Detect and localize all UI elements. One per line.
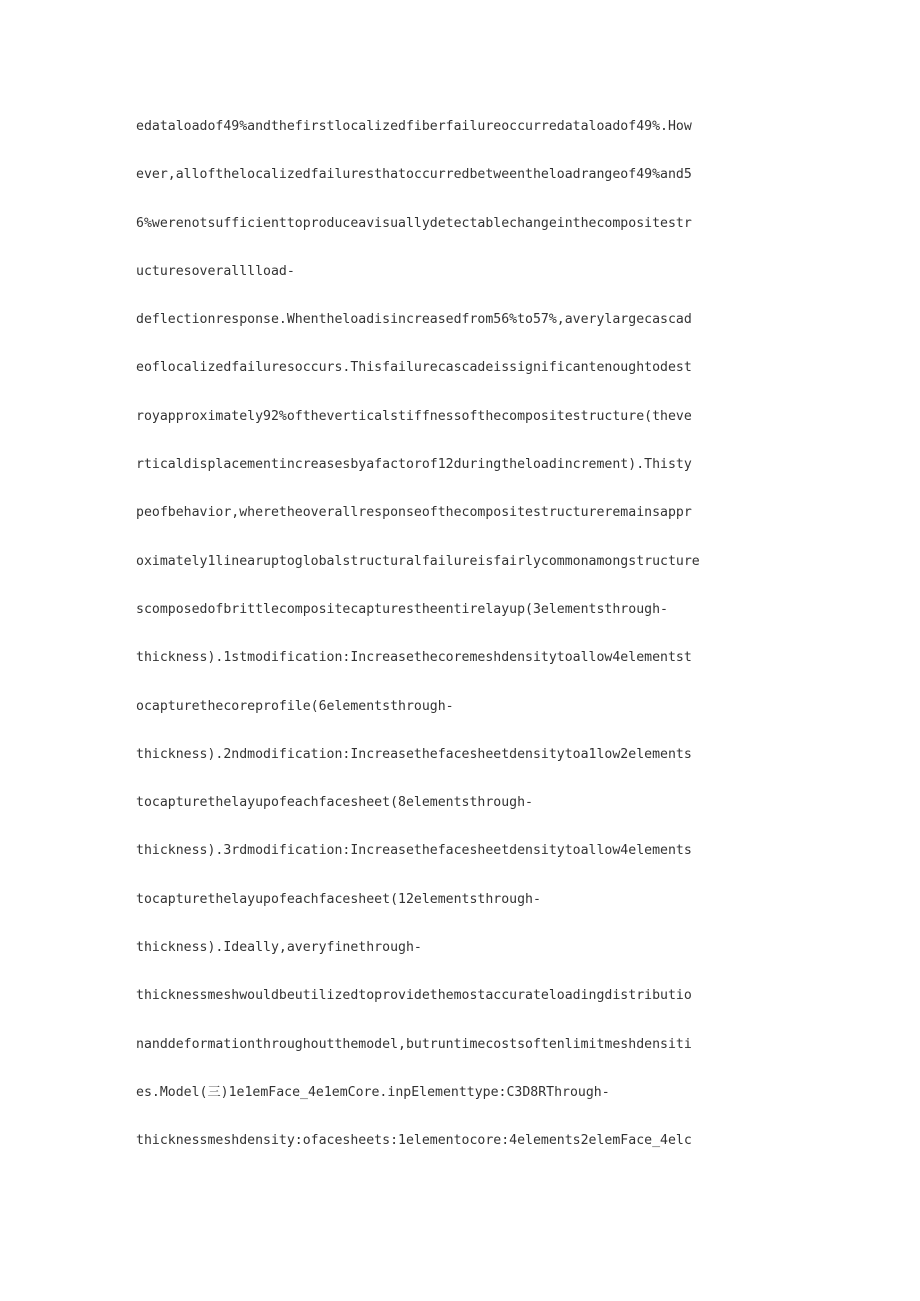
text-line: thickness).3rdmodification:Increasethefacesheetdensitytoallow4elements	[136, 843, 692, 859]
text-line: thickness).Ideally,averyfinethrough-	[136, 940, 422, 956]
text-line: edataloadof49%andthefirstlocalizedfiberfailureoccurredataloadof49%.How	[136, 119, 692, 134]
text-line: 6%werenotsufficienttoproduceavisuallydetectablechangeinthecompositestr	[136, 215, 692, 231]
text-line: deflectionresponse.Whentheloadisincreasedfrom56%to57%,averylargecascad	[136, 312, 692, 328]
text-line: thickness).1stmodification:Increasethecoremeshdensitytoallow4elementst	[136, 650, 692, 666]
text-line: scomposedofbrittlecompositecapturestheentirelayup(3elementsthrough-	[136, 601, 668, 617]
body-text	[136, 110, 796, 1173]
text-line: ucturesoveralllload-	[136, 263, 295, 279]
text-line: nanddeformationthroughoutthemodel,butruntimecostsoftenlimitmeshdensiti	[136, 1036, 692, 1052]
text-line: royapproximately92%oftheverticalstiffnessofthecompositestructure(theve	[136, 408, 692, 424]
text-line: ever,allofthelocalizedfailuresthatoccurredbetweentheloadrangeof49%and5	[136, 167, 692, 183]
text-line: tocapturethelayupofeachfacesheet(8elementsthrough-	[136, 795, 533, 811]
text-line: tocapturethelayupofeachfacesheet(12elementsthrough-	[136, 891, 541, 907]
text-line: thicknessmeshwouldbeutilizedtoprovidethemostaccurateloadingdistributio	[136, 988, 692, 1004]
text-line: thickness).2ndmodification:Increasethefacesheetdensitytoa1low2elements	[136, 746, 692, 762]
text-line: rticaldisplacementincreasesbyafactorof12duringtheloadincrement).Thisty	[136, 457, 692, 473]
text-line: thicknessmeshdensity:ofacesheets:1elementocore:4elements2elemFace_4elc	[136, 1133, 692, 1149]
text-line: peofbehavior,wheretheoverallresponseofthecompositestructureremainsappr	[136, 505, 692, 521]
text-line: eoflocalizedfailuresoccurs.Thisfailurecascadeissignificantenoughtodest	[136, 360, 692, 376]
text-line: oximately1linearuptoglobalstructuralfailureisfairlycommonamongstructure	[136, 553, 700, 569]
text-line: ocapturethecoreprofile(6elementsthrough-	[136, 698, 454, 714]
text-line: es.Model(三)1e1emFace_4e1emCore.inpElementtype:C3D8RThrough-	[136, 1084, 610, 1100]
